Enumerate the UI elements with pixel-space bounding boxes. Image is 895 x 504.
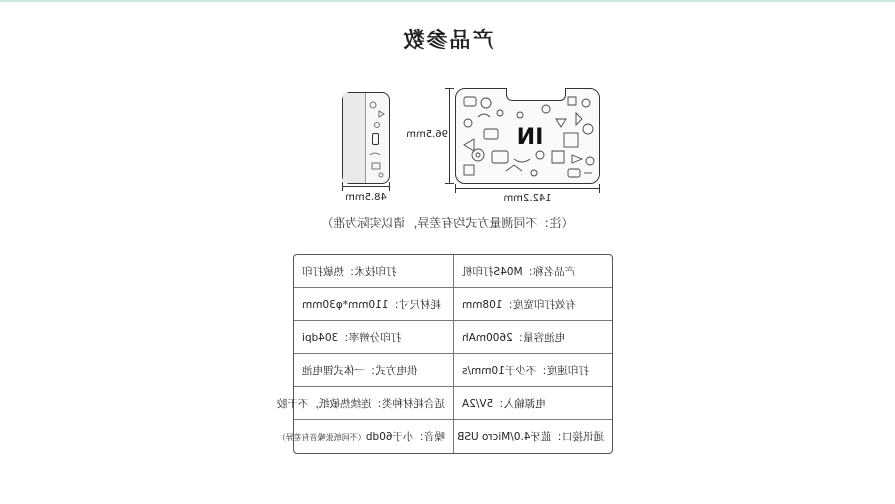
spec-cell: 产品名称：M04S打印机: [453, 255, 612, 288]
spec-table: [277, 254, 613, 454]
spec-cell: 打印分辨率：304dpi: [294, 321, 453, 354]
height-dimension-line: [449, 88, 450, 184]
width-label: 142.2mm: [503, 193, 552, 204]
printer-side-view: [342, 92, 390, 184]
spec-cell: 电池容量：2600mAh: [453, 321, 612, 354]
spec-cell: 适合耗材种类：连续热敏纸，不干胶: [294, 387, 453, 420]
spec-cell: 打印技术：热敏打印: [294, 255, 453, 288]
spec-cell: 供电方式：一体式锂电池: [294, 354, 453, 387]
brand-logo: IN: [516, 125, 544, 150]
spec-cell: 耗材尺寸：110mm*φ30mm: [294, 288, 453, 321]
noise-note: （不同纸张噪音有差异）: [277, 433, 366, 442]
spec-cell: 有效打印宽度：108mm: [453, 288, 612, 321]
spec-cell: 打印速度：不少于10mm/s: [453, 354, 612, 387]
page-title: 产品参数: [401, 28, 494, 52]
usb-port: [372, 133, 379, 145]
paper-slot: [506, 88, 566, 101]
table-row: [294, 387, 612, 420]
top-divider: [0, 0, 895, 2]
spec-cell: 电源输入：5V/2A: [453, 387, 612, 420]
measurement-note: （注：不同测量方式均有差异，请以实际为准）: [321, 216, 574, 230]
printer-front-view: [455, 88, 600, 184]
table-row: [294, 255, 612, 288]
height-label: 96.5mm: [406, 129, 448, 140]
spec-cell: 通讯接口：蓝牙4.0/Micro USB: [453, 420, 612, 453]
table-row: [294, 288, 612, 321]
side-cap: [343, 93, 366, 183]
table-row: [294, 420, 612, 453]
width-dimension-line: [455, 188, 600, 189]
depth-label: 48.5mm: [345, 192, 387, 203]
depth-dimension-line: [342, 186, 390, 187]
spec-cell: 噪音：小于60db（不同纸张噪音有差异）: [277, 431, 445, 443]
table-row: [294, 321, 612, 354]
table-row: [294, 354, 612, 387]
